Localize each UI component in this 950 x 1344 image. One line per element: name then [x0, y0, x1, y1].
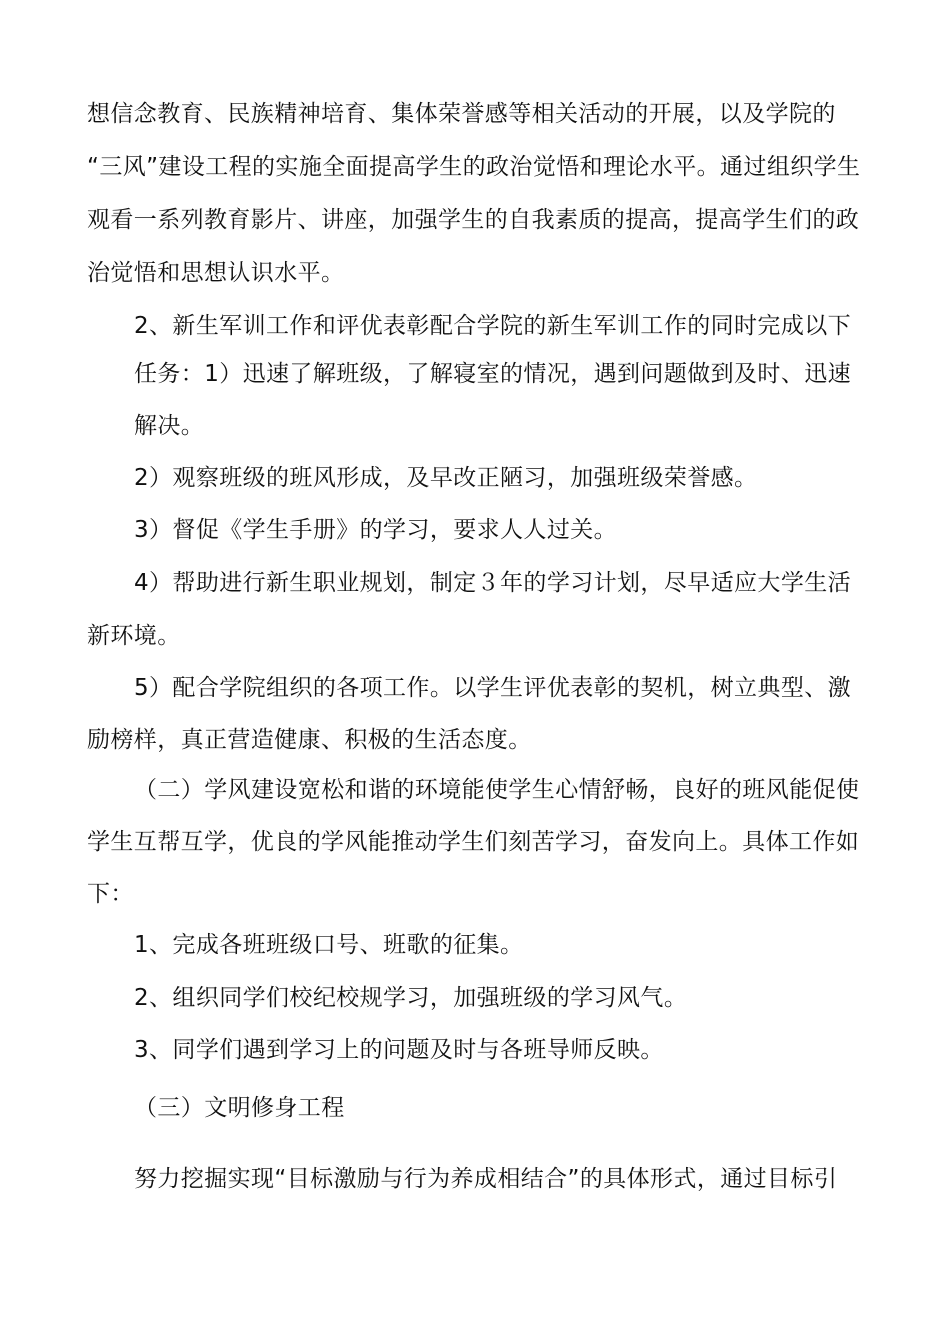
text-line: 2、新生军训工作和评优表彰配合学院的新生军训工作的同时完成以下	[134, 313, 852, 339]
text-line: 4）帮助进行新生职业规划，制定３年的学习计划，尽早适应大学生活	[134, 570, 852, 596]
text-line: 新环境。	[87, 623, 181, 649]
text-line: 治觉悟和思想认识水平。	[87, 260, 345, 286]
text-line: 3）督促《学生手册》的学习，要求人人过关。	[134, 517, 618, 543]
text-line: 努力挖掘实现“目标激励与行为养成相结合”的具体形式，通过目标引	[134, 1166, 838, 1192]
text-line: 下：	[87, 881, 134, 907]
text-line: 2、组织同学们校纪校规学习，加强班级的学习风气。	[134, 985, 688, 1011]
section-heading: （三）文明修身工程	[134, 1095, 345, 1121]
text-line: 任务：1）迅速了解班级，了解寝室的情况，遇到问题做到及时、迅速	[134, 361, 852, 387]
text-line: 1、完成各班班级口号、班歌的征集。	[134, 932, 524, 958]
text-line: 3、同学们遇到学习上的问题及时与各班导师反映。	[134, 1037, 664, 1063]
text-line: （二）学风建设宽松和谐的环境能使学生心情舒畅，良好的班风能促使	[134, 777, 860, 803]
text-line: “三风”建设工程的实施全面提高学生的政治觉悟和理论水平。通过组织学生	[87, 154, 861, 180]
text-line: 5）配合学院组织的各项工作。以学生评优表彰的契机，树立典型、激	[134, 675, 852, 701]
text-line: 观看一系列教育影片、讲座，加强学生的自我素质的提高，提高学生们的政	[87, 207, 860, 233]
text-line: 2）观察班级的班风形成，及早改正陋习，加强班级荣誉感。	[134, 465, 758, 491]
text-line: 励榜样，真正营造健康、积极的生活态度。	[87, 727, 532, 753]
text-line: 学生互帮互学，优良的学风能推动学生们刻苦学习，奋发向上。具体工作如	[87, 829, 860, 855]
text-line: 想信念教育、民族精神培育、集体荣誉感等相关活动的开展，以及学院的	[87, 101, 836, 127]
text-line: 解决。	[134, 413, 205, 439]
